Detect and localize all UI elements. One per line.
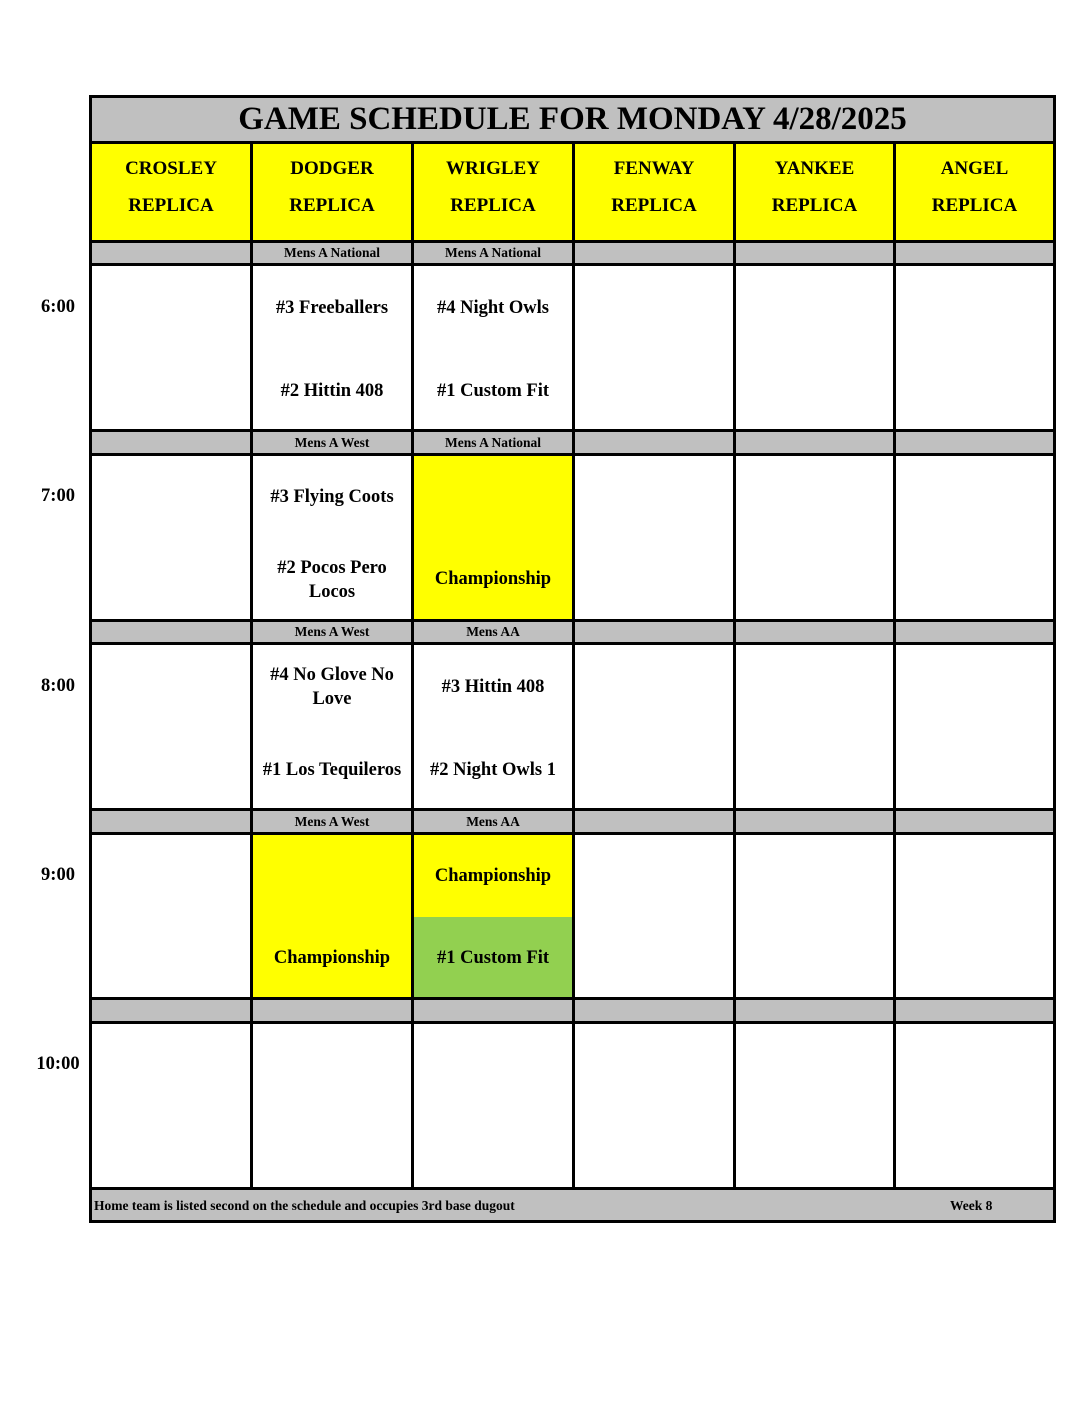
row-divider <box>92 642 1053 645</box>
team-home: #2 Night Owls 1 <box>430 760 556 780</box>
time-label: 7:00 <box>41 486 75 506</box>
game-cell-900-wrigley-bottom <box>414 917 572 997</box>
field-name: YANKEE <box>774 158 855 179</box>
team-home: #2 Hittin 408 <box>280 381 384 401</box>
row-divider <box>92 832 1053 835</box>
time-label: 6:00 <box>41 297 75 317</box>
row-divider <box>92 429 1053 432</box>
time-label: 9:00 <box>41 865 75 885</box>
field-header-wrigley <box>414 144 572 240</box>
row-divider <box>92 1021 1053 1024</box>
league-label: Mens A West <box>253 432 411 453</box>
team-away: #3 Hittin 408 <box>441 677 545 697</box>
row-divider <box>92 619 1053 622</box>
row-divider <box>92 453 1053 456</box>
field-name: ANGEL <box>940 158 1009 179</box>
team-away-line1: #4 No Glove No <box>270 665 394 685</box>
league-label: Mens AA <box>414 622 572 642</box>
team-home: Championship <box>434 569 552 589</box>
field-header-crosley <box>92 144 250 240</box>
field-type: REPLICA <box>611 195 697 216</box>
field-header-yankee <box>736 144 893 240</box>
team-home: #1 Custom Fit <box>436 381 550 401</box>
league-label: Mens AA <box>414 811 572 832</box>
field-name: CROSLEY <box>125 158 217 179</box>
field-name: WRIGLEY <box>446 158 540 179</box>
team-away: #3 Freeballers <box>275 298 389 318</box>
team-away: #3 Flying Coots <box>270 487 394 507</box>
field-name: DODGER <box>290 158 374 179</box>
time-label: 8:00 <box>41 676 75 696</box>
row-divider <box>92 263 1053 266</box>
field-type: REPLICA <box>771 195 858 216</box>
column-divider <box>572 144 575 1190</box>
column-divider <box>411 144 414 1190</box>
team-away-line2: Love <box>312 689 352 709</box>
field-header-dodger <box>253 144 411 240</box>
row-divider <box>92 240 1053 243</box>
field-header-fenway <box>575 144 733 240</box>
field-type: REPLICA <box>450 195 536 216</box>
week-label: Week 8 <box>950 1198 993 1213</box>
team-home: Championship <box>273 948 391 968</box>
field-name: FENWAY <box>613 158 695 179</box>
team-home-line2: Locos <box>308 582 356 602</box>
field-type: REPLICA <box>289 195 375 216</box>
schedule-title: GAME SCHEDULE FOR MONDAY 4/28/2025 <box>92 98 1053 144</box>
game-cell-700-wrigley <box>414 456 572 619</box>
league-label: Mens A National <box>414 243 572 263</box>
column-divider <box>733 144 736 1190</box>
game-cell-900-wrigley-top <box>414 835 572 917</box>
time-label: 10:00 <box>36 1054 80 1074</box>
game-cell-900-dodger <box>253 835 411 997</box>
team-home: #1 Custom Fit <box>436 948 550 968</box>
footer-note: Home team is listed second on the schedule and occupies 3rd base dugout <box>94 1198 515 1213</box>
league-label: Mens A West <box>253 622 411 642</box>
field-type: REPLICA <box>128 195 214 216</box>
league-label: Mens A National <box>414 432 572 453</box>
team-away: #4 Night Owls <box>436 298 550 318</box>
row-divider <box>92 997 1053 1000</box>
column-divider <box>893 144 896 1190</box>
team-away: Championship <box>434 866 552 886</box>
row-divider <box>92 808 1053 811</box>
schedule-footer <box>92 1190 1053 1220</box>
league-label: Mens A West <box>253 811 411 832</box>
field-header-angel <box>896 144 1053 240</box>
team-home: #1 Los Tequileros <box>262 760 402 780</box>
column-divider <box>250 144 253 1190</box>
league-label: Mens A National <box>253 243 411 263</box>
team-home-line1: #2 Pocos Pero <box>277 558 387 578</box>
field-type: REPLICA <box>931 195 1018 216</box>
